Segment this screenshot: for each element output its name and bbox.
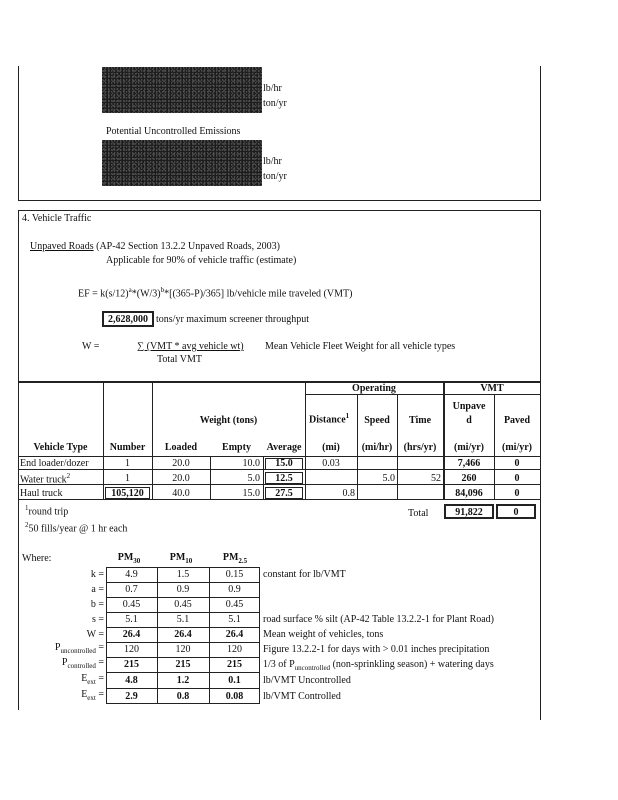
unpaved-header: Unpave [452, 401, 486, 412]
factor-value: 26.4 [225, 629, 244, 640]
paved-header: Paved [503, 415, 531, 426]
empty-header: Empty [222, 442, 251, 453]
table-cell: 105,120 [111, 488, 144, 499]
unpaved-roads-label: Unpaved Roads [30, 241, 94, 252]
row-rule [106, 642, 260, 643]
factor-label: $P_{controlled}$ = [61, 657, 104, 670]
factor-value: 1.5 [176, 569, 190, 580]
loaded-header: Loaded [164, 442, 198, 453]
pm-base: PM [169, 552, 186, 563]
footnote-marker: 1 [25, 504, 29, 512]
w-description: Mean Vehicle Fleet Weight for all vehicle types [265, 341, 456, 352]
factor-value: 120 [227, 644, 242, 655]
footnote-marker: 2 [66, 472, 71, 480]
throughput-value: 2,628,000 [108, 314, 148, 325]
applicable-note: Applicable for 90% of vehicle traffic (estimate) [106, 255, 297, 266]
factor-desc: lb/VMT Controlled [263, 691, 341, 702]
factor-value: 0.9 [228, 584, 241, 595]
factor-label: $E_{ext}$ = [81, 673, 104, 686]
total-label: Total [408, 508, 429, 519]
factor-value: 26.4 [174, 629, 192, 640]
row-rule [106, 612, 260, 613]
factor-label: s = [91, 614, 104, 625]
unpaved-roads-reference: (AP-42 Section 13.2.2 Unpaved Roads, 2003) [93, 241, 280, 252]
footnote-1 [25, 505, 68, 517]
vehicle-type-text: Water truck [20, 474, 67, 486]
speed-unit-header: (mi/hr) [361, 442, 393, 453]
speed-header: Speed [364, 415, 390, 426]
row-rule [18, 499, 540, 500]
table-cell: 1 [125, 473, 130, 484]
footnote-text: round trip [28, 506, 69, 518]
row-rule [106, 597, 260, 598]
ef-part: *[(365-P)/365] lb/vehicle mile traveled (VMT) [164, 288, 353, 300]
footnote-text: 50 fills/year @ 1 hr each [28, 523, 128, 535]
left-border [18, 210, 19, 710]
factor-value: 4.9 [125, 569, 138, 580]
factor-value: 0.45 [225, 599, 244, 610]
table-row-type: End loader/dozer [20, 458, 89, 469]
factor-value: 0.45 [122, 599, 141, 610]
factor-value: 1.2 [176, 675, 190, 686]
factor-value: 0.45 [174, 599, 192, 610]
footnote-marker: 2 [25, 521, 29, 529]
factor-label: W = [86, 629, 104, 640]
factor-desc: constant for lb/VMT [263, 569, 346, 580]
unit-label: lb/hr [263, 83, 282, 94]
vmt-group-header: VMT [480, 383, 504, 394]
factor-value: 215 [175, 659, 191, 670]
table-cell: 7,466 [457, 458, 481, 469]
factor-value: 26.4 [122, 629, 141, 640]
row-rule [106, 582, 260, 583]
ef-part: *(W/3) [131, 288, 161, 300]
factor-desc: Mean weight of vehicles, tons [263, 629, 384, 640]
pm-sub: 10 [185, 557, 193, 565]
number-header: Number [109, 442, 146, 453]
table-cell: 52 [431, 473, 441, 484]
where-label: Where: [22, 553, 52, 564]
label-base: E [81, 689, 88, 700]
desc-text: (non-sprinkling season) + watering days [330, 659, 494, 670]
header-bottom-rule [18, 456, 540, 457]
ef-exponent-a: a [128, 286, 132, 294]
redacted-block-2 [102, 140, 262, 186]
paved-unit-header: (mi/yr) [502, 442, 532, 453]
row-rule [106, 657, 260, 658]
factor-value: 5.1 [176, 614, 190, 625]
potential-emissions-label: Potential Uncontrolled Emissions [106, 126, 241, 137]
weight-group-header: Weight (tons) [199, 415, 258, 426]
label-sub: ext [87, 694, 96, 702]
table-cell: 5.0 [247, 473, 260, 484]
average-header: Average [266, 442, 302, 453]
section-divider [18, 200, 540, 201]
factor-value: 215 [227, 659, 242, 670]
factor-label: a = [91, 584, 104, 595]
factor-value: 120 [175, 644, 191, 655]
footnote-marker: 1 [345, 412, 350, 420]
unit-label: ton/yr [263, 98, 287, 109]
section-heading: 4. Vehicle Traffic [22, 213, 92, 224]
table-cell: 12.5 [275, 473, 293, 484]
table-cell: 0 [514, 488, 520, 499]
pm-base: PM [117, 552, 134, 563]
table-cell: 5.0 [382, 473, 395, 484]
right-border [540, 66, 541, 201]
table-cell: 0.8 [342, 488, 355, 499]
row-rule [106, 688, 260, 689]
pm30-header [106, 553, 152, 565]
row-rule [106, 627, 260, 628]
table-row-type: Haul truck [20, 488, 63, 499]
col-rule [305, 382, 306, 499]
operating-group-header: Operating [352, 383, 396, 394]
table-cell: 27.5 [275, 488, 293, 499]
unpaved-roads-heading [30, 242, 280, 252]
table-top-border [18, 381, 540, 383]
table-cell: 15.0 [242, 488, 260, 499]
unit-label: lb/hr [263, 156, 282, 167]
label-base: E [81, 673, 88, 684]
pm10-header [158, 553, 204, 565]
table-row-type [20, 473, 70, 485]
ef-part: EF = k(s/12) [78, 288, 129, 300]
label-base: P [54, 642, 61, 653]
table-cell: 20.0 [172, 458, 190, 469]
ef-exponent-b: b [160, 286, 165, 294]
table-cell: 10.0 [242, 458, 260, 469]
factor-desc: lb/VMT Uncontrolled [263, 675, 351, 686]
row-rule [18, 484, 540, 485]
redacted-block-1 [102, 67, 262, 113]
unit-label: ton/yr [263, 171, 287, 182]
factor-value: 2.9 [125, 691, 138, 702]
table-cell: 0 [514, 458, 520, 469]
total-unpaved: 91,822 [455, 507, 483, 518]
factor-desc: Figure 13.2.2-1 for days with > 0.01 inches precipitation [263, 644, 490, 655]
factor-value: 215 [124, 659, 139, 670]
total-paved: 0 [513, 507, 519, 518]
vehicle-type-header: Vehicle Type [33, 442, 88, 453]
table-cell: 0.03 [322, 458, 340, 469]
w-label: W = [82, 341, 100, 352]
group-header-rule [305, 394, 540, 395]
label-sub: uncontrolled [60, 647, 96, 655]
factor-label: b = [90, 599, 104, 610]
factor-desc: road surface % silt (AP-42 Table 13.2.2-1 for Plant Road) [263, 614, 495, 625]
factor-value: 5.1 [125, 614, 138, 625]
table-cell: 40.0 [172, 488, 190, 499]
table-cell: 15.0 [275, 458, 293, 469]
time-unit-header: (hrs/yr) [403, 442, 437, 453]
table-cell: 0 [514, 473, 520, 484]
factor-label: $E_{ext}$ = [81, 689, 104, 702]
desc-text: 1/3 of P [263, 659, 295, 670]
unpaved-header-cont: d [466, 415, 472, 426]
factor-value: 0.8 [176, 691, 190, 702]
distance-header-text: Distance [309, 414, 346, 426]
section-top-border [18, 210, 540, 211]
factor-label: k = [90, 569, 104, 580]
label-sub: ext [87, 678, 96, 686]
factor-desc [263, 660, 494, 672]
table-cell: 1 [125, 458, 130, 469]
factor-label: $P_{uncontrolled}$ = [54, 642, 104, 655]
table-cell: 260 [461, 473, 477, 484]
throughput-label: tons/yr maximum screener throughput [156, 314, 310, 325]
factor-value: 4.8 [125, 675, 138, 686]
label-base: P [61, 657, 68, 668]
factor-value: 0.9 [176, 584, 190, 595]
factor-value: 0.15 [225, 569, 244, 580]
time-header: Time [408, 415, 432, 426]
ef-equation [78, 287, 352, 299]
factor-value: 120 [124, 644, 139, 655]
pm-sub: 30 [133, 557, 141, 565]
table-cell: 84,096 [455, 488, 483, 499]
factor-value: 0.7 [125, 584, 138, 595]
factor-value: 5.1 [228, 614, 241, 625]
distance-header [309, 413, 349, 425]
label-sub: controlled [67, 662, 96, 670]
desc-sub: uncontrolled [294, 664, 331, 672]
left-border [18, 66, 19, 201]
factor-value: 0.1 [228, 675, 241, 686]
table-cell: 20.0 [172, 473, 190, 484]
distance-unit-header: (mi) [322, 442, 340, 453]
right-border [540, 210, 541, 720]
pm-base: PM [222, 552, 239, 563]
unpaved-unit-header: (mi/yr) [454, 442, 484, 453]
factor-value: 0.08 [225, 691, 244, 702]
pm-sub: 2.5 [238, 557, 248, 565]
footnote-2 [25, 522, 127, 534]
pm25-header [210, 553, 260, 565]
row-rule [106, 672, 260, 673]
w-denominator: Total VMT [157, 354, 202, 365]
w-numerator: ∑ (VMT * avg vehicle wt) [137, 341, 244, 352]
